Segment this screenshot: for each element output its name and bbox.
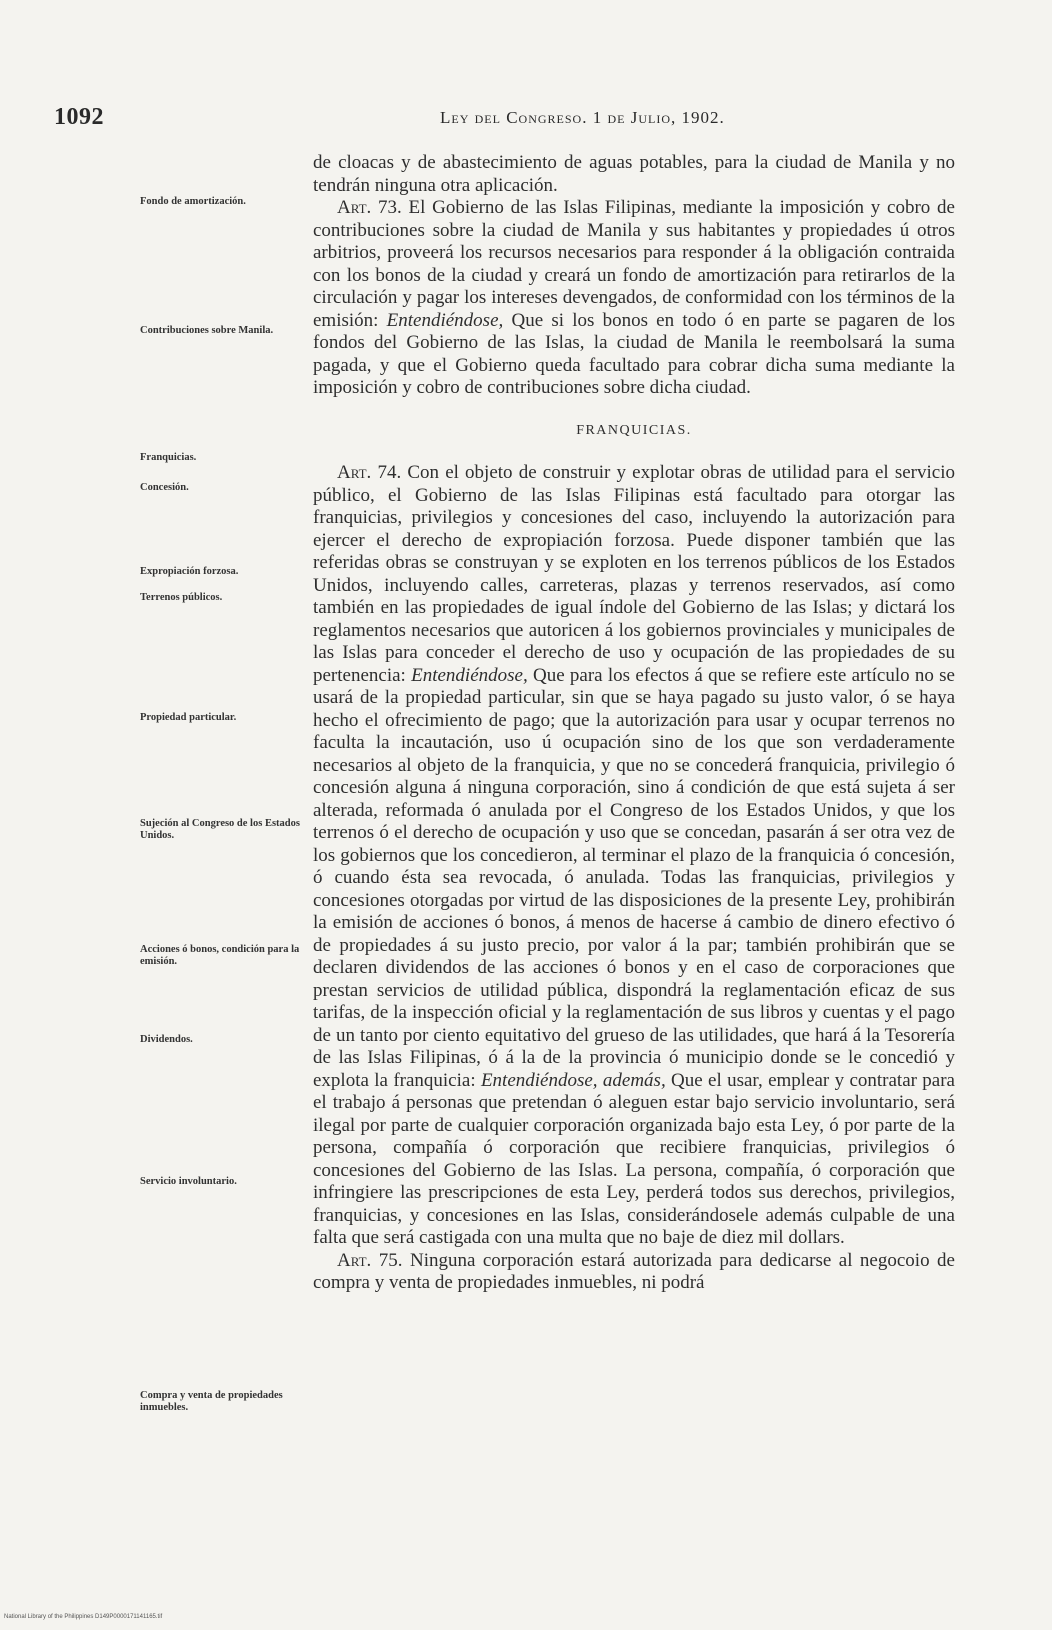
margin-note: Expropiación forzosa. (140, 566, 239, 577)
body-text (313, 152, 955, 1295)
paragraph (313, 152, 955, 197)
page-number: 1092 (54, 104, 104, 130)
running-head: Ley del Congreso. 1 de Julio, 1902. (440, 108, 725, 127)
text-run: de cloacas y de abastecimiento de aguas potables, para la ciudad de Manila y no tendrán ninguna otra aplicación. (313, 152, 955, 196)
article-label: Art. 74. (337, 462, 402, 483)
margin-note: Propiedad particular. (140, 712, 237, 723)
margin-note: Contribuciones sobre Manila. (140, 325, 274, 336)
emphasis: Entendiéndose, además, (480, 1069, 666, 1091)
article-74 (313, 462, 955, 1250)
text-run: Con el objeto de construir y explotar obras de utilidad para el servicio público, el Gobierno de las Islas Filipinas está facultado para otorgar las franquicias, privilegios y concesiones del caso, incluyendo la autorización para ejercer el derecho de expropiación forzosa. Puede disponer también que las referidas obras se construyan y se exploten en los terrenos públicos de los Estados Unidos, incluyendo calles, carreteras, plazas y terrenos reservados, así como también en las propiedades de igual índole del Gobierno de las Islas; y dictará los reglamentos necesarios que autoricen á los gobiernos provinciales y municipales de las Islas para conceder el derecho de uso y ocupación de las propiedades de su pertenencia: (313, 462, 955, 686)
article-75 (313, 1250, 955, 1295)
margin-note: Concesión. (140, 482, 189, 493)
text-run: Que el usar, emplear y contratar para el trabajo á personas que pretendan ó aleguen estar bajo servicio involuntario, será ilegal por parte de cualquier corporación organizada bajo esta Ley, ó por parte de la persona, compañía ó corporación que recibiere franquicias, privilegios ó concesiones del Gobierno de las Islas. La persona, compañía, ó corporación que infringiere las prescripciones de esta Ley, perderá todos sus derechos, privilegios, franquicias, y concesiones en las Islas, considerándosele además culpable de una falta que será castigada con una multa que no baje de diez mil dollars. (313, 1069, 955, 1248)
margin-note: Acciones ó bonos, condición para la emisión. (140, 944, 300, 967)
scan-footer: National Library of the Philippines D149P0000171141165.tif (4, 1614, 163, 1620)
margin-note: Franquicias. (140, 452, 197, 463)
emphasis: Entendiéndose, (386, 309, 504, 331)
article-label: Art. 73. (337, 197, 402, 218)
margin-note: Compra y venta de propiedades inmuebles. (140, 1390, 283, 1413)
margin-note: Fondo de amortización. (140, 196, 246, 207)
text-run: Que si los bonos en todo ó en parte se pagaren de los fondos del Gobierno de las Islas, la ciudad de Manila le reembolsará la suma pagada, y que el Gobierno queda facultado para cobrar dicha suma mediante la imposición y cobro de contribuciones sobre dicha ciudad. (313, 309, 955, 398)
margin-notes (0, 0, 305, 1630)
margin-note: Sujeción al Congreso de los Estados Unidos. (140, 818, 300, 841)
article-label: Art. 75. (337, 1249, 403, 1271)
emphasis: Entendiéndose, (411, 664, 528, 686)
margin-note: Dividendos. (140, 1034, 193, 1045)
article-73 (313, 197, 955, 400)
margin-note: Terrenos públicos. (140, 592, 223, 603)
margin-note: Servicio involuntario. (140, 1176, 237, 1187)
text-run: Ninguna corporación estará autorizada para dedicarse al negocoio de compra y venta de propiedades inmuebles, ni podrá (313, 1249, 955, 1293)
text-run: El Gobierno de las Islas Filipinas, mediante la imposición y cobro de contribuciones sobre la ciudad de Manila y sus habitantes y propiedades ú otros arbitrios, proveerá los recursos necesarios para responder á la obligación contraida con los bonos de la ciudad y creará un fondo de amortización para retirarlos de la circulación y pagar los intereses devengados, de conformidad con los términos de la emisión: (313, 197, 955, 331)
section-heading: FRANQUICIAS. (576, 422, 692, 438)
text-run: Que para los efectos á que se refiere este artículo no se usará de la propiedad particular, sin que se haya pagado su justo valor, ó se haya hecho el ofrecimiento de pago; que la autorización para usar y ocupar terrenos no faculta la incautación, uso ú ocupación sino de los que son verdaderamente necesarios al objeto de la franquicia, y que no se concederá franquicia, privilegio ó concesión alguna á ninguna corporación, sino á condición de que está sujeta á ser alterada, reformada ó anulada por el Congreso de los Estados Unidos, y que los terrenos ó el derecho de ocupación y uso que se concedan, pasarán á ser otra vez de los gobiernos que los concedieron, al terminar el plazo de la franquicia ó concesión, ó cuando ésta sea revocada, ó anulada. Todas las franquicias, privilegios y concesiones otorgadas por virtud de las disposiciones de la presente Ley, prohibirán la emisión de acciones ó bonos, á menos de hacerse á cambio de dinero efectivo ó de propiedades á su justo precio, por valor á la par; también prohibirán que se declaren dividendos de las acciones ó bonos y en el caso de corporaciones que prestan servicios de utilidad pública, dispondrá la reglamentación eficaz de sus tarifas, de la inspección oficial y la reglamentación de sus libros y cuentas y el pago de un tanto por ciento equitativo del grueso de las utilidades, que hará á la Tesorería de las Islas Filipinas, ó á la de la provincia ó municipio donde se le concedió y explota la franquicia: (313, 664, 955, 1091)
